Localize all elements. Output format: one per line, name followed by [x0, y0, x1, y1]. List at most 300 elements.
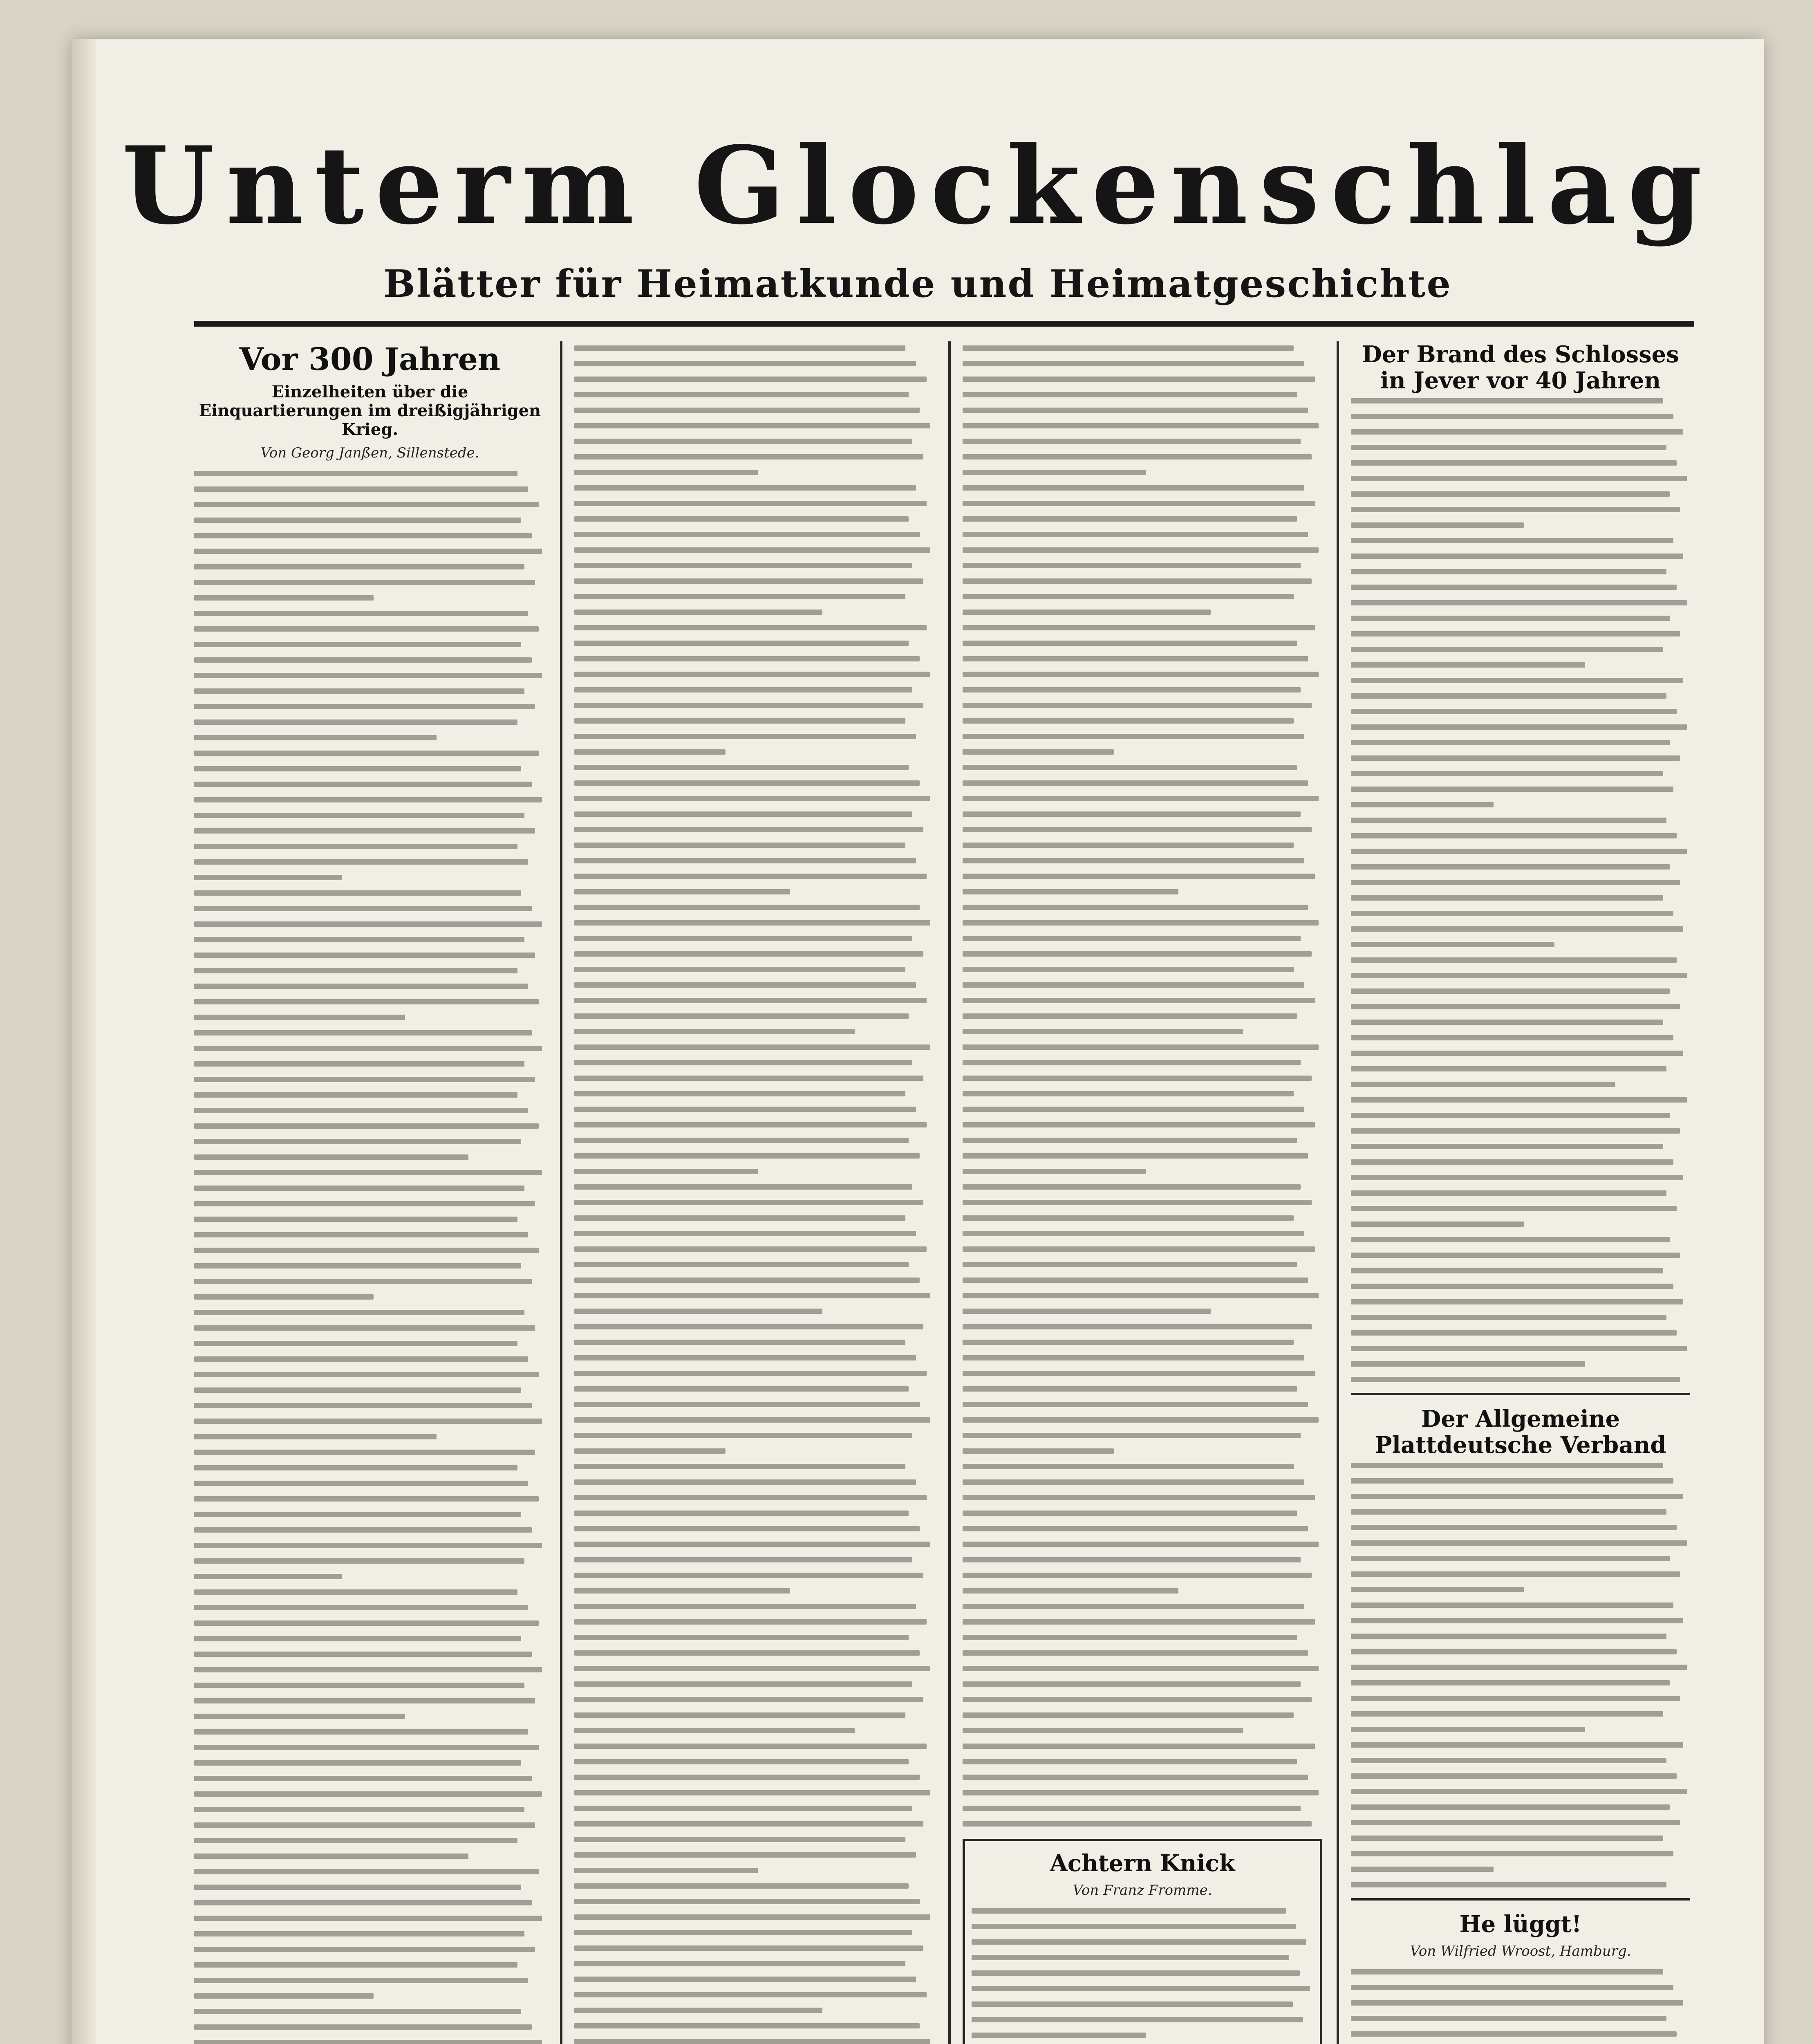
text-line: [194, 518, 521, 523]
text-line: [963, 687, 1301, 693]
text-line: [1351, 1665, 1687, 1670]
text-line: [194, 1698, 535, 1703]
text-line: [194, 766, 521, 771]
text-line: [194, 1077, 535, 1082]
text-line: [963, 532, 1308, 537]
text-line: [1351, 554, 1683, 559]
text-line: [1351, 1237, 1670, 1242]
text-line: [1351, 740, 1670, 745]
text-line: [963, 345, 1294, 351]
text-line: [574, 1340, 905, 1345]
text-line: [574, 718, 905, 724]
text-line: [194, 1667, 542, 1672]
text-line: [574, 1309, 822, 1314]
text-line: [1351, 1330, 1677, 1336]
text-line: [963, 1619, 1315, 1625]
text-line: [194, 1683, 524, 1688]
text-line: [574, 1464, 905, 1469]
text-line: [1351, 802, 1494, 807]
text-line: [1351, 1969, 1663, 1975]
text-line: [194, 1186, 524, 1191]
text-line: [194, 921, 542, 927]
text-line: [963, 439, 1301, 444]
text-line: [194, 1776, 532, 1781]
text-line: [194, 1931, 524, 1936]
text-line: [194, 1232, 528, 1237]
text-line: [574, 563, 912, 568]
text-line: [1351, 662, 1585, 668]
text-line: [963, 1573, 1312, 1578]
text-line: [1351, 1066, 1666, 1071]
text-line: [574, 1868, 758, 1873]
text-line: [194, 1853, 468, 1859]
text-line: [574, 1184, 912, 1190]
text-line: [963, 905, 1308, 910]
columns: [194, 341, 1690, 2044]
text-line: [194, 2024, 532, 2030]
text-line: [574, 1246, 927, 1252]
text-line: [194, 735, 437, 740]
text-line: [194, 828, 535, 834]
text-line: [574, 1511, 909, 1516]
text-line: [574, 1479, 916, 1485]
text-line: [1351, 1602, 1673, 1608]
text-line: [194, 1714, 405, 1719]
text-line: [963, 578, 1312, 584]
text-line: [574, 485, 916, 491]
text-line: [963, 1169, 1146, 1174]
text-line: [574, 1417, 930, 1423]
text-line: [194, 1512, 521, 1517]
text-line: [972, 2033, 1146, 2038]
text-line: [1351, 755, 1680, 761]
text-line: [1351, 631, 1680, 637]
text-line: [963, 656, 1308, 661]
text-line: [574, 1278, 920, 1283]
text-line: [574, 749, 726, 755]
text-line: [1351, 1727, 1585, 1732]
text-line: [1351, 1299, 1683, 1304]
text-line: [1351, 445, 1666, 450]
text-line: [1351, 709, 1677, 714]
text-line: [194, 1403, 532, 1408]
poem-body: [972, 1908, 1313, 2044]
text-line: [574, 1728, 855, 1733]
text-line: [1351, 926, 1683, 932]
text-line: [963, 1184, 1301, 1190]
text-line: [194, 486, 528, 492]
text-line: [574, 1961, 905, 1966]
text-line: [1351, 1144, 1663, 1149]
section-rule: [1351, 1393, 1690, 1395]
text-line: [574, 641, 909, 646]
masthead-subtitle: Blätter für Heimatkunde und Heimatgeschichte: [383, 262, 1452, 306]
text-line: [194, 704, 535, 709]
text-line: [574, 858, 916, 863]
text-line: [574, 2039, 930, 2044]
text-line: [194, 1294, 374, 1300]
text-line: [963, 1402, 1308, 1407]
text-line: [194, 1791, 542, 1797]
text-line: [194, 1310, 524, 1315]
text-line: [963, 889, 1178, 894]
text-line: [1351, 2000, 1683, 2006]
text-line: [1351, 1221, 1524, 1227]
text-line: [963, 1076, 1312, 1081]
text-line: [574, 1914, 930, 1920]
text-line: [574, 408, 920, 413]
text-line: [194, 1745, 539, 1750]
text-line: [574, 1666, 930, 1671]
text-line: [574, 1697, 923, 1702]
text-line: [574, 656, 920, 661]
column-divider: [1337, 341, 1339, 2044]
text-line: [574, 827, 923, 832]
text-line: [194, 1993, 374, 1999]
text-line: [963, 982, 1304, 988]
text-line: [194, 642, 521, 647]
text-line: [963, 672, 1319, 677]
text-line: [1351, 414, 1673, 419]
text-line: [1351, 1346, 1687, 1351]
text-line: [194, 1450, 535, 1455]
poem-box: [963, 1839, 1322, 2044]
text-line: [1351, 771, 1663, 776]
text-line: [574, 470, 758, 475]
text-line: [963, 827, 1312, 832]
text-line: [972, 1970, 1300, 1976]
text-line: [963, 1262, 1297, 1267]
text-line: [574, 1790, 930, 1795]
text-line: [194, 1108, 528, 1113]
text-line: [1351, 2016, 1666, 2021]
text-line: [574, 2008, 822, 2013]
text-line: [972, 2001, 1293, 2007]
text-line: [574, 1448, 726, 1454]
text-line: [963, 1681, 1301, 1687]
text-line: [574, 1712, 905, 1718]
text-line: [1351, 1804, 1670, 1810]
text-line: [574, 1744, 927, 1749]
text-line: [194, 797, 542, 802]
text-line: [1351, 538, 1673, 543]
text-line: [1351, 1587, 1524, 1592]
text-line: [963, 1495, 1315, 1500]
text-line: [574, 1495, 927, 1500]
text-line: [194, 533, 532, 538]
text-line: [963, 1122, 1315, 1127]
text-line: [574, 532, 920, 537]
text-line: [963, 1371, 1315, 1376]
text-line: [963, 874, 1315, 879]
text-line: [1351, 1634, 1666, 1639]
text-line: [1351, 1159, 1673, 1165]
text-line: [1351, 1097, 1687, 1103]
article-title: He lüggt!: [1459, 1910, 1582, 1938]
article-body: [1351, 398, 1690, 1382]
text-line: [963, 1542, 1319, 1547]
text-line: [574, 1526, 920, 1531]
text-line: [1351, 1190, 1666, 1196]
text-line: [194, 1279, 532, 1284]
text-line: [194, 1807, 524, 1812]
text-line: [194, 657, 532, 663]
text-line: [194, 1838, 517, 1843]
text-line: [963, 1386, 1297, 1392]
text-line: [574, 889, 790, 894]
text-line: [963, 1433, 1301, 1438]
text-line: [574, 1044, 930, 1050]
text-line: [1351, 585, 1677, 590]
text-line: [194, 1154, 468, 1160]
text-line: [963, 1355, 1304, 1360]
text-line: [1351, 1113, 1670, 1118]
text-line: [574, 905, 920, 910]
text-line: [963, 1588, 1178, 1594]
text-line: [194, 1978, 528, 1983]
text-line: [1351, 1284, 1673, 1289]
text-line: [574, 1992, 927, 1997]
text-line: [963, 951, 1312, 957]
text-line: [194, 471, 517, 476]
text-line: [1351, 1175, 1683, 1180]
article-title: Vor 300 Jahren: [239, 341, 501, 377]
text-line: [972, 1939, 1306, 1945]
text-line: [194, 1387, 521, 1393]
text-line: [194, 1434, 437, 1439]
text-line: [1351, 988, 1670, 994]
text-line: [963, 1153, 1308, 1159]
text-line: [1351, 1571, 1680, 1577]
text-line: [963, 1557, 1301, 1562]
text-line: [574, 703, 923, 708]
text-line: [1351, 616, 1670, 621]
text-line: [963, 1511, 1297, 1516]
text-line: [574, 1200, 923, 1205]
text-line: [574, 1138, 909, 1143]
text-line: [1351, 724, 1687, 730]
text-line: [1351, 491, 1670, 497]
text-line: [194, 719, 517, 725]
text-line: [1351, 1051, 1683, 1056]
text-line: [1351, 1882, 1666, 1887]
text-line: [574, 547, 930, 553]
text-line: [574, 1821, 923, 1827]
text-line: [574, 951, 923, 957]
text-line: [963, 1138, 1297, 1143]
text-line: [963, 1091, 1294, 1096]
text-line: [963, 563, 1301, 568]
text-line: [574, 734, 916, 739]
text-line: [1351, 1851, 1673, 1856]
text-line: [574, 1076, 923, 1081]
text-line: [194, 782, 532, 787]
text-line: [963, 843, 1294, 848]
poem-title: Achtern Knick: [1050, 1850, 1235, 1877]
text-line: [1351, 1696, 1680, 1701]
text-line: [963, 1821, 1312, 1827]
text-line: [574, 1542, 930, 1547]
text-line: [194, 673, 542, 678]
article-kicker: Einzelheiten über die Einquartierungen im dreißigjährigen Krieg.: [199, 382, 541, 439]
text-line: [963, 1697, 1312, 1702]
text-line: [1351, 522, 1524, 528]
masthead-title: Unterm Glockenschlag: [122, 123, 1713, 248]
text-line: [963, 920, 1319, 926]
text-line: [963, 1060, 1301, 1065]
text-line: [963, 1417, 1319, 1423]
text-line: [963, 408, 1308, 413]
text-line: [194, 688, 524, 694]
text-line: [574, 687, 912, 693]
text-line: [574, 345, 905, 351]
text-line: [1351, 1004, 1680, 1009]
text-line: [574, 1386, 909, 1392]
text-line: [1351, 1315, 1666, 1320]
text-line: [963, 594, 1294, 599]
text-line: [574, 594, 905, 599]
text-line: [963, 1448, 1114, 1454]
text-line: [963, 625, 1315, 630]
text-line: [1351, 957, 1677, 963]
text-line: [963, 1604, 1304, 1609]
text-line: [963, 1200, 1312, 1205]
text-line: [1351, 1035, 1673, 1040]
text-line: [574, 1806, 912, 1811]
text-line: [574, 1852, 916, 1858]
text-line: [1351, 1618, 1683, 1623]
text-line: [194, 1947, 535, 1952]
text-line: [972, 2017, 1303, 2022]
text-line: [963, 361, 1304, 366]
text-line: [194, 1325, 535, 1331]
text-line: [194, 859, 528, 865]
text-line: [194, 999, 539, 1004]
text-line: [574, 1837, 905, 1842]
text-line: [574, 1231, 916, 1236]
text-line: [574, 936, 912, 941]
text-line: [194, 1543, 542, 1548]
text-line: [972, 1924, 1296, 1929]
newspaper-page: [72, 39, 1764, 2044]
text-line: [574, 1371, 927, 1376]
text-line: [194, 2009, 521, 2014]
text-line: [963, 1650, 1308, 1656]
text-line: [1351, 849, 1687, 854]
article-body: [1351, 1463, 1690, 1887]
text-line: [1351, 678, 1683, 683]
text-line: [963, 1806, 1301, 1811]
text-line: [963, 392, 1297, 397]
text-line: [1351, 895, 1663, 901]
text-line: [574, 578, 923, 584]
text-line: [194, 1139, 521, 1144]
text-line: [194, 1760, 521, 1766]
text-line: [194, 1527, 532, 1533]
text-line: [1351, 1463, 1663, 1468]
text-line: [574, 501, 927, 506]
text-line: [194, 937, 524, 942]
text-line: [963, 454, 1312, 459]
article-byline: Von Georg Janßen, Sillenstede.: [260, 445, 479, 462]
text-line: [1351, 1773, 1677, 1779]
text-line: [194, 626, 539, 632]
column-divider: [560, 341, 562, 2044]
text-line: [1351, 1128, 1680, 1134]
text-line: [963, 1775, 1308, 1780]
text-line: [963, 1215, 1294, 1221]
text-line: [963, 1526, 1308, 1531]
text-line: [574, 780, 920, 786]
text-line: [574, 361, 916, 366]
text-line: [1351, 1525, 1677, 1530]
text-line: [194, 1885, 521, 1890]
text-line: [1351, 1867, 1494, 1872]
text-line: [963, 1635, 1297, 1640]
text-line: [194, 1248, 539, 1253]
text-line: [963, 423, 1319, 428]
text-line: [574, 1650, 920, 1656]
column-1: [194, 341, 546, 2044]
text-line: [963, 470, 1146, 475]
text-line: [194, 502, 539, 507]
text-line: [963, 1790, 1319, 1795]
text-line: [1351, 1082, 1615, 1087]
text-line: [1351, 1253, 1680, 1258]
article-body: [1351, 1969, 1690, 2044]
article-title: Der Allgemeine Plattdeutsche Verband: [1375, 1405, 1666, 1459]
text-line: [194, 611, 528, 616]
text-line: [574, 1883, 909, 1889]
text-line: [963, 765, 1297, 770]
text-line: [963, 1479, 1304, 1485]
text-line: [194, 1869, 539, 1874]
text-line: [194, 1496, 539, 1502]
text-line: [1351, 1540, 1687, 1546]
text-line: [574, 1107, 916, 1112]
text-line: [194, 844, 517, 849]
text-line: [963, 516, 1297, 522]
text-line: [1351, 864, 1670, 870]
poem-byline: Von Franz Fromme.: [1073, 1882, 1212, 1899]
column-divider: [948, 341, 951, 2044]
text-line: [194, 1962, 517, 1968]
text-line: [194, 1605, 528, 1610]
text-line: [574, 1433, 912, 1438]
text-line: [1351, 1206, 1677, 1211]
text-line: [963, 1107, 1304, 1112]
text-line: [963, 1044, 1319, 1050]
text-line: [194, 1046, 542, 1051]
text-line: [963, 377, 1315, 382]
text-line: [574, 796, 930, 801]
text-line: [1351, 1711, 1663, 1717]
text-line: [574, 1681, 912, 1687]
text-line: [972, 1986, 1310, 1991]
text-line: [574, 672, 930, 677]
text-line: [194, 751, 539, 756]
text-line: [574, 377, 927, 382]
text-line: [574, 920, 930, 926]
text-line: [194, 1201, 535, 1206]
text-line: [574, 998, 927, 1003]
text-line: [1351, 1649, 1677, 1654]
text-line: [1351, 942, 1554, 947]
text-line: [574, 1029, 855, 1034]
text-line: [574, 1013, 909, 1019]
text-line: [574, 1635, 909, 1640]
text-line: [1351, 973, 1687, 978]
